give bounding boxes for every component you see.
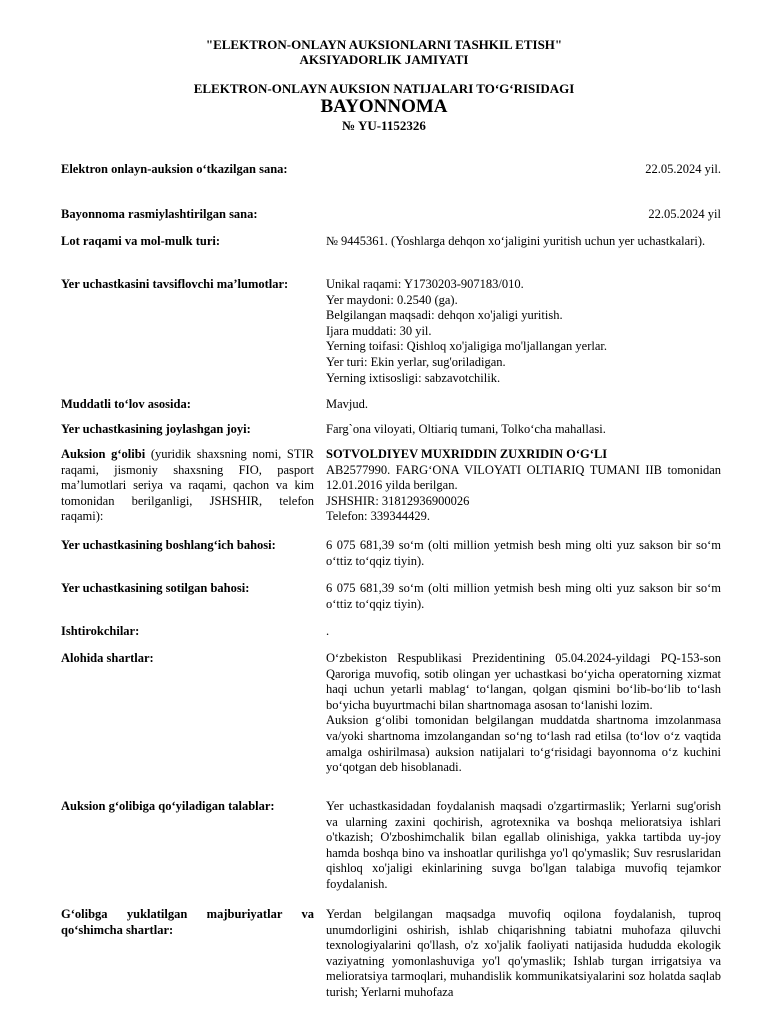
row-value: [326, 277, 721, 397]
row-special-conditions: [61, 651, 721, 799]
row-installment: [61, 397, 721, 422]
row-land-details: [61, 277, 721, 397]
row-value: [326, 651, 721, 799]
row-winner-requirements: [61, 799, 721, 907]
row-auction-winner: [61, 447, 721, 538]
row-value: 6 075 681,39 so‘m (olti million yetmish besh ming olti yuz sakson bir so‘m o‘ttiz to‘qqiz tiyin).: [326, 538, 721, 568]
row-label: [61, 447, 314, 538]
land-area: Yer maydoni: 0.2540 (ga).: [326, 292, 458, 307]
row-label: Elektron onlayn-auksion o‘tkazilgan sana:: [61, 162, 288, 176]
organization-name-line1: "ELEKTRON-ONLAYN AUKSIONLARNI TASHKIL ETISH": [205, 37, 563, 52]
winner-label: Auksion g‘olibi: [61, 447, 146, 461]
land-purpose: Belgilangan maqsadi: dehqon xo'jaligi yuritish.: [326, 308, 563, 323]
row-label: Yer uchastkasining joylashgan joyi:: [61, 422, 251, 436]
row-lot-number: [61, 234, 721, 277]
row-value: № 9445361. (Yoshlarga dehqon xo‘jaligini yuritish uchun yer uchastkalari).: [326, 234, 706, 248]
winner-label-note: (yuridik shaxsning nomi, STIR raqami, jismoniy shaxsning FIO, pasport ma’lumotlari seriya va raqami, qachon va kim tomonidan berilganligi, JSHSHIR, telefon raqami):: [61, 447, 314, 524]
lease-term: Ijara muddati: 30 yil.: [326, 323, 432, 338]
row-label: Bayonnoma rasmiylashtirilgan sana:: [61, 207, 258, 221]
winner-name: SOTVOLDIYEV MUXRIDDIN ZUXRIDIN O‘G‘LI: [326, 447, 608, 461]
row-value: 22.05.2024 yil: [648, 207, 721, 221]
document-header: [0, 37, 768, 133]
row-value: Mavjud.: [326, 397, 369, 411]
row-label: G‘olibga yuklatilgan majburiyatlar va qo‘shimcha shartlar:: [61, 907, 314, 937]
organization-name-line2: AKSIYADORLIK JAMIYATI: [299, 52, 469, 67]
row-sale-price: [61, 581, 721, 624]
land-specialization: Yerning ixtisosligi: sabzavotchilik.: [326, 370, 501, 385]
row-value: 22.05.2024 yil.: [645, 162, 721, 176]
document-title: BAYONNOMA: [320, 96, 448, 117]
protocol-table: [61, 162, 721, 1007]
land-type: Yer turi: Ekin yerlar, sug'oriladigan.: [326, 354, 506, 369]
land-category: Yerning toifasi: Qishloq xo'jaligiga mo'ljallangan yerlar.: [326, 339, 607, 354]
special-condition-paragraph: Auksion g‘olibi tomonidan belgilangan muddatda shartnoma imzolanmasa va/yoki shartnoma imzolangandan so‘ng to‘lash rad etilsa (to‘lov o‘z vaqtida amalga oshirilmasa) auksion natijalari to‘g‘risidagi bayonnoma o‘z kuchini yo‘qotgan deb hisoblanadi.: [326, 713, 721, 775]
row-location: [61, 422, 721, 447]
row-label: Auksion g‘olibiga qo‘yiladigan talablar:: [61, 799, 275, 813]
row-auction-date: [61, 162, 721, 207]
row-value: Yer uchastkasidadan foydalanish maqsadi o'zgartirmaslik; Yerlarni sug'orish va ularning zaxini qochirish, agrotexnika va boshqa melioratsiya ishlari o'tkazish; O'zboshimchalik bilan egallab olinishiga, yakka tartibda uy-joy hamda boshqa bino va inshoatlar qurilishga yo'l qo'ymaslik; Suv resruslaridan qishloq xo'jaligi ekinlarining suvga bo'lgan talabiga muvofiq tejamkor foydalanish.: [326, 799, 721, 891]
winner-phone: Telefon: 339344429.: [326, 509, 430, 524]
special-condition-paragraph: O‘zbekiston Respublikasi Prezidentining 05.04.2024-yildagi PQ-153-son Qaroriga muvofiq, sotib olingan yer uchastkasi bo‘yicha operatorning xizmat haqi uchun yetarli mablag‘ to‘langan, qolgan qismini bo‘lib-bo‘lib to‘lash bo‘yicha buyurtmachi bilan shartnomaga asosan to‘lanishi lozim.: [326, 651, 721, 712]
winner-passport: AB2577990. FARG‘ONA VILOYATI OLTIARIQ TUMANI IIB tomonidan 12.01.2016 yilda berilgan.: [326, 462, 721, 493]
row-label: Yer uchastkasining boshlang‘ich bahosi:: [61, 538, 276, 552]
row-starting-price: [61, 538, 721, 581]
document-subtitle: ELEKTRON-ONLAYN AUKSION NATIJALARI TO‘G‘RISIDAGI: [193, 81, 575, 96]
row-label: Ishtirokchilar:: [61, 624, 140, 638]
unique-number: Unikal raqami: Y1730203-907183/010.: [326, 277, 524, 291]
row-value: Yerdan belgilangan maqsadga muvofiq oqilona foydalanish, tuproq unumdorligini oshirish, ishlab chiqarishning tabiatni muhofaza qiluvchi texnologiyalarini qo'llash, o'z xo'jalik faoliyati natijasida hududda ekologik vaziyatning yomonlashuviga yo'l qo'ymaslik; Ishlab turgan irrigatsiya va melioratsiya tarmoqlari, muhandislik kommunikatsiyalarini soz holatda saqlab turish; Yerlarni muhofaza: [326, 907, 721, 999]
winner-jshshir: JSHSHIR: 31812936900026: [326, 493, 470, 508]
row-label: Alohida shartlar:: [61, 651, 154, 665]
row-label: Yer uchastkasining sotilgan bahosi:: [61, 581, 250, 595]
row-value: 6 075 681,39 so‘m (olti million yetmish besh ming olti yuz sakson bir so‘m o‘ttiz to‘qqiz tiyin).: [326, 581, 721, 611]
row-protocol-date: [61, 207, 721, 234]
row-label: Yer uchastkasini tavsiflovchi ma’lumotlar:: [61, 277, 289, 291]
row-participants: [61, 624, 721, 651]
row-value: [326, 447, 721, 538]
row-value: .: [326, 624, 330, 638]
row-label: Lot raqami va mol-mulk turi:: [61, 234, 221, 248]
row-value: Farg`ona viloyati, Oltiariq tumani, Tolko‘cha mahallasi.: [326, 422, 606, 436]
document-number: № YU-1152326: [342, 118, 426, 133]
row-winner-obligations: [61, 907, 721, 1007]
row-label: Muddatli to‘lov asosida:: [61, 397, 191, 411]
